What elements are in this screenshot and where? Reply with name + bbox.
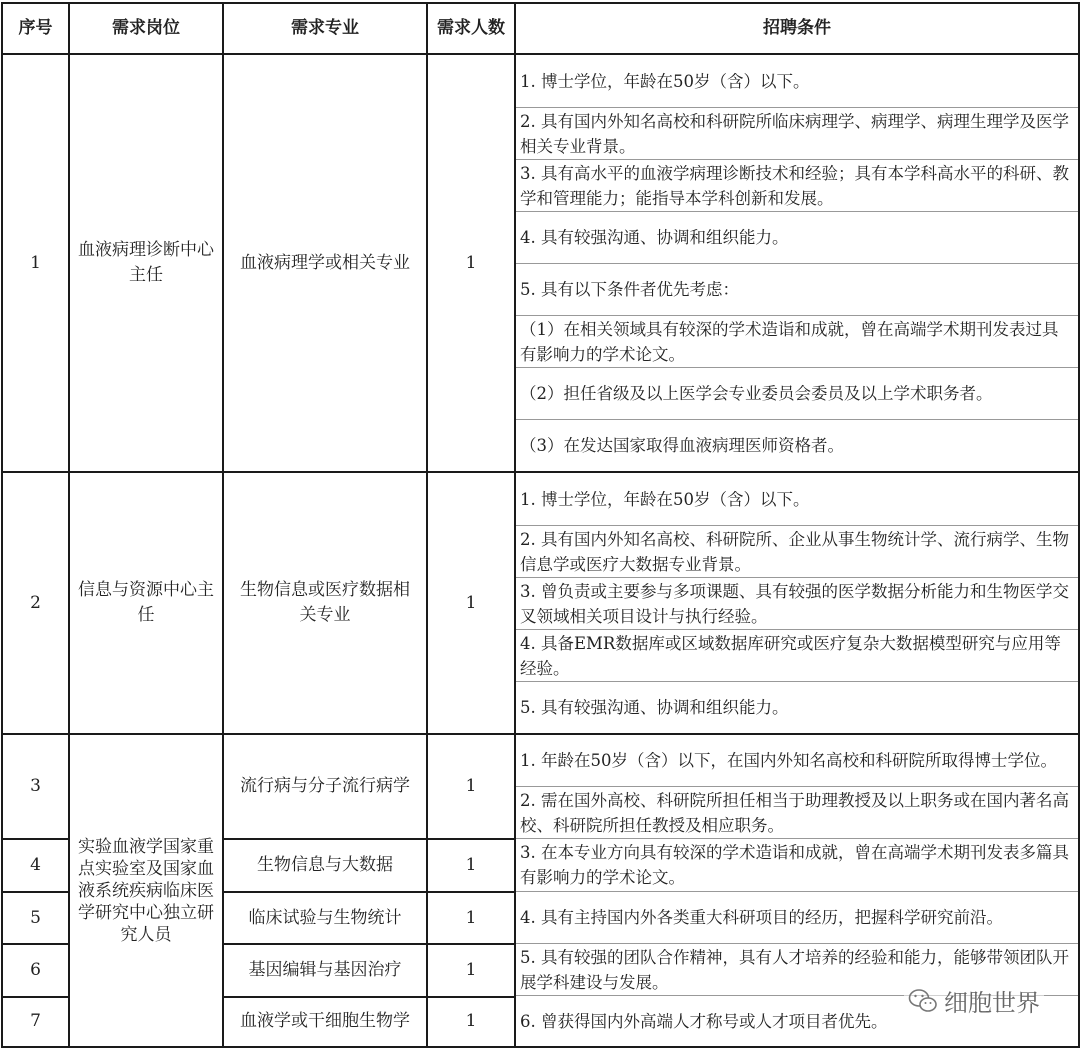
cell-count: 1 — [427, 892, 515, 944]
header-conditions: 招聘条件 — [515, 3, 1079, 54]
cell-major: 生物信息或医疗数据相关专业 — [223, 472, 427, 734]
condition-item: 5. 具有较强沟通、协调和组织能力。 — [520, 698, 789, 717]
cell-count: 1 — [427, 944, 515, 996]
cell-count: 1 — [427, 472, 515, 734]
cell-major: 临床试验与生物统计 — [223, 892, 427, 944]
cell-no: 6 — [2, 944, 69, 996]
header-row — [2, 3, 1079, 54]
condition-item: 3. 曾负责或主要参与多项课题、具有较强的医学数据分析能力和生物医学交叉领域相关项目设计与执行经验。 — [516, 578, 1078, 630]
condition-item: 1. 博士学位，年龄在50岁（含）以下。 — [516, 473, 1078, 526]
cell-no: 5 — [2, 892, 69, 944]
condition-item: 2. 具有国内外知名高校和科研院所临床病理学、病理学、病理生理学及医学相关专业背景。 — [516, 108, 1078, 160]
wechat-icon — [908, 988, 938, 1014]
cell-count: 1 — [427, 997, 515, 1047]
condition-item: 4. 具有较强沟通、协调和组织能力。 — [516, 212, 1078, 264]
condition-item: （3）在发达国家取得血液病理医师资格者。 — [520, 436, 844, 455]
condition-item: （1）在相关领域具有较深的学术造诣和成就，曾在高端学术期刊发表过具有影响力的学术论文。 — [516, 316, 1078, 368]
cell-major: 基因编辑与基因治疗 — [223, 944, 427, 996]
condition-item: 5. 具有较强的团队合作精神，具有人才培养的经验和能力，能够带领团队开展学科建设与发展。 — [516, 944, 1078, 996]
cell-conditions — [515, 54, 1079, 472]
condition-item: 2. 具有国内外知名高校、科研院所、企业从事生物统计学、流行病学、生物信息学或医疗大数据专业背景。 — [516, 526, 1078, 578]
condition-item: 3. 在本专业方向具有较深的学术造诣和成就，曾在高端学术期刊发表多篇具有影响力的学术论文。 — [516, 839, 1078, 892]
cell-major: 血液学或干细胞生物学 — [223, 997, 427, 1047]
watermark-text: 细胞世界 — [944, 989, 1040, 1017]
cell-no: 1 — [2, 54, 69, 472]
condition-item: 5. 具有以下条件者优先考虑： — [516, 264, 1078, 316]
table-row — [2, 734, 1079, 839]
cell-major: 生物信息与大数据 — [223, 839, 427, 892]
cell-major: 流行病与分子流行病学 — [223, 734, 427, 839]
recruitment-table — [1, 2, 1080, 1048]
cell-no: 7 — [2, 997, 69, 1047]
cell-no: 3 — [2, 734, 69, 839]
cell-post: 实验血液学国家重点实验室及国家血液系统疾病临床医学研究中心独立研究人员 — [69, 734, 223, 1047]
condition-item: （2）担任省级及以上医学会专业委员会委员及以上学术职务者。 — [516, 368, 1078, 420]
cell-count: 1 — [427, 734, 515, 839]
header-count: 需求人数 — [427, 3, 515, 54]
table-row — [2, 54, 1079, 472]
header-no: 序号 — [2, 3, 69, 54]
table-row — [2, 472, 1079, 734]
condition-item: 2. 需在国外高校、科研院所担任相当于助理教授及以上职务或在国内著名高校、科研院所担任教授及相应职务。 — [516, 787, 1078, 839]
cell-no: 2 — [2, 472, 69, 734]
cell-count: 1 — [427, 54, 515, 472]
condition-item: 4. 具备EMR数据库或区域数据库研究或医疗复杂大数据模型研究与应用等经验。 — [516, 630, 1078, 682]
condition-item: 3. 具有高水平的血液学病理诊断技术和经验；具有本学科高水平的科研、教学和管理能力；能指导本学科创新和发展。 — [516, 160, 1078, 212]
condition-item: 6. 曾获得国内外高端人才称号或人才项目者优先。 — [520, 1011, 888, 1031]
cell-no: 4 — [2, 839, 69, 892]
cell-conditions — [515, 472, 1079, 734]
condition-item: 4. 具有主持国内外各类重大科研项目的经历，把握科学研究前沿。 — [516, 892, 1078, 944]
watermark — [904, 981, 1044, 1020]
condition-item: 1. 年龄在50岁（含）以下，在国内外知名高校和科研院所取得博士学位。 — [516, 735, 1078, 787]
condition-item: 1. 博士学位，年龄在50岁（含）以下。 — [516, 55, 1078, 108]
header-major: 需求专业 — [223, 3, 427, 54]
header-post: 需求岗位 — [69, 3, 223, 54]
cell-major: 血液病理学或相关专业 — [223, 54, 427, 472]
cell-post: 血液病理诊断中心主任 — [69, 54, 223, 472]
cell-post: 信息与资源中心主任 — [69, 472, 223, 734]
cell-count: 1 — [427, 839, 515, 892]
